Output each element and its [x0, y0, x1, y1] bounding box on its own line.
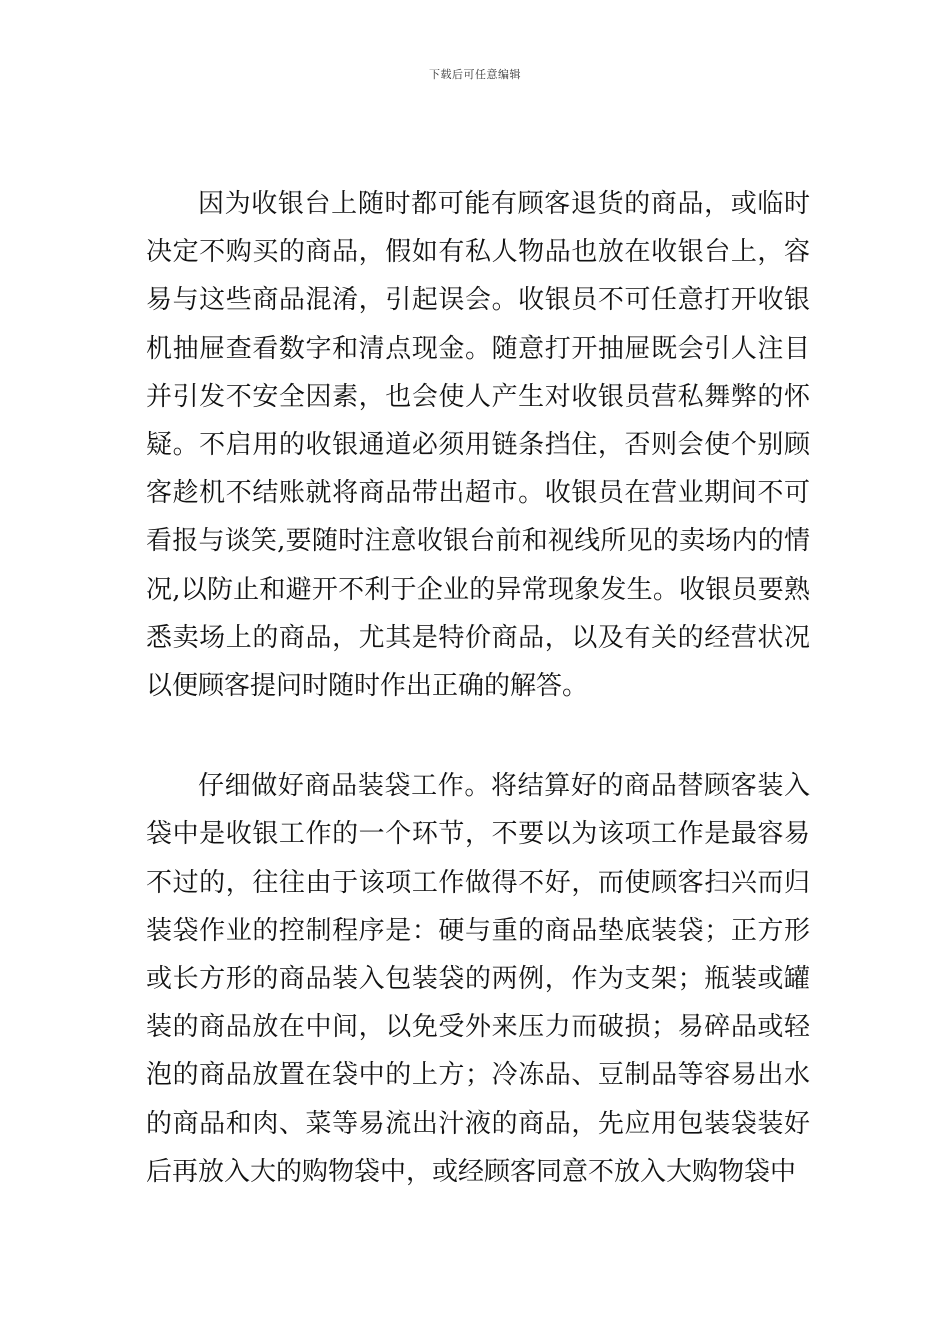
page-header-note: 下载后可任意编辑: [429, 68, 521, 81]
paragraph: 仔细做好商品装袋工作。将结算好的商品替顾客装入袋中是收银工作的一个环节，不要以为该项工作是最容易不过的，往往由于该项工作做得不好，而使顾客扫兴而归装袋作业的控制程序是：硬与重的商品垫底装袋；正方形或长方形的商品装入包装袋的两例，作为支架；瓶装或罐装的商品放在中间，以免受外来压力而破损；易碎品或轻泡的商品放置在袋中的上方；冷冻品、豆制品等容易出水的商品和肉、菜等易流出汁液的商品，先应用包装袋装好后再放入大的购物袋中，或经顾客同意不放入大购物袋中: [146, 771, 810, 1187]
paragraph: 因为收银台上随时都可能有顾客退货的商品，或临时决定不购买的商品，假如有私人物品也放在收银台上，容易与这些商品混淆，引起误会。收银员不可任意打开收银机抽屉查看数字和清点现金。随意打开抽屉既会引人注目并引发不安全因素，也会使人产生对收银员营私舞弊的怀疑。不启用的收银通道必须用链条挡住，否则会使个别顾客趁机不结账就将商品带出超市。收银员在营业期间不可看报与谈笑,要随时注意收银台前和视线所见的卖场内的情况,以防止和避开不利于企业的异常现象发生。收银员要熟悉卖场上的商品，尤其是特价商品，以及有关的经营状况以便顾客提问时随时作出正确的解答。: [146, 189, 810, 702]
document-body: [146, 180, 810, 1196]
